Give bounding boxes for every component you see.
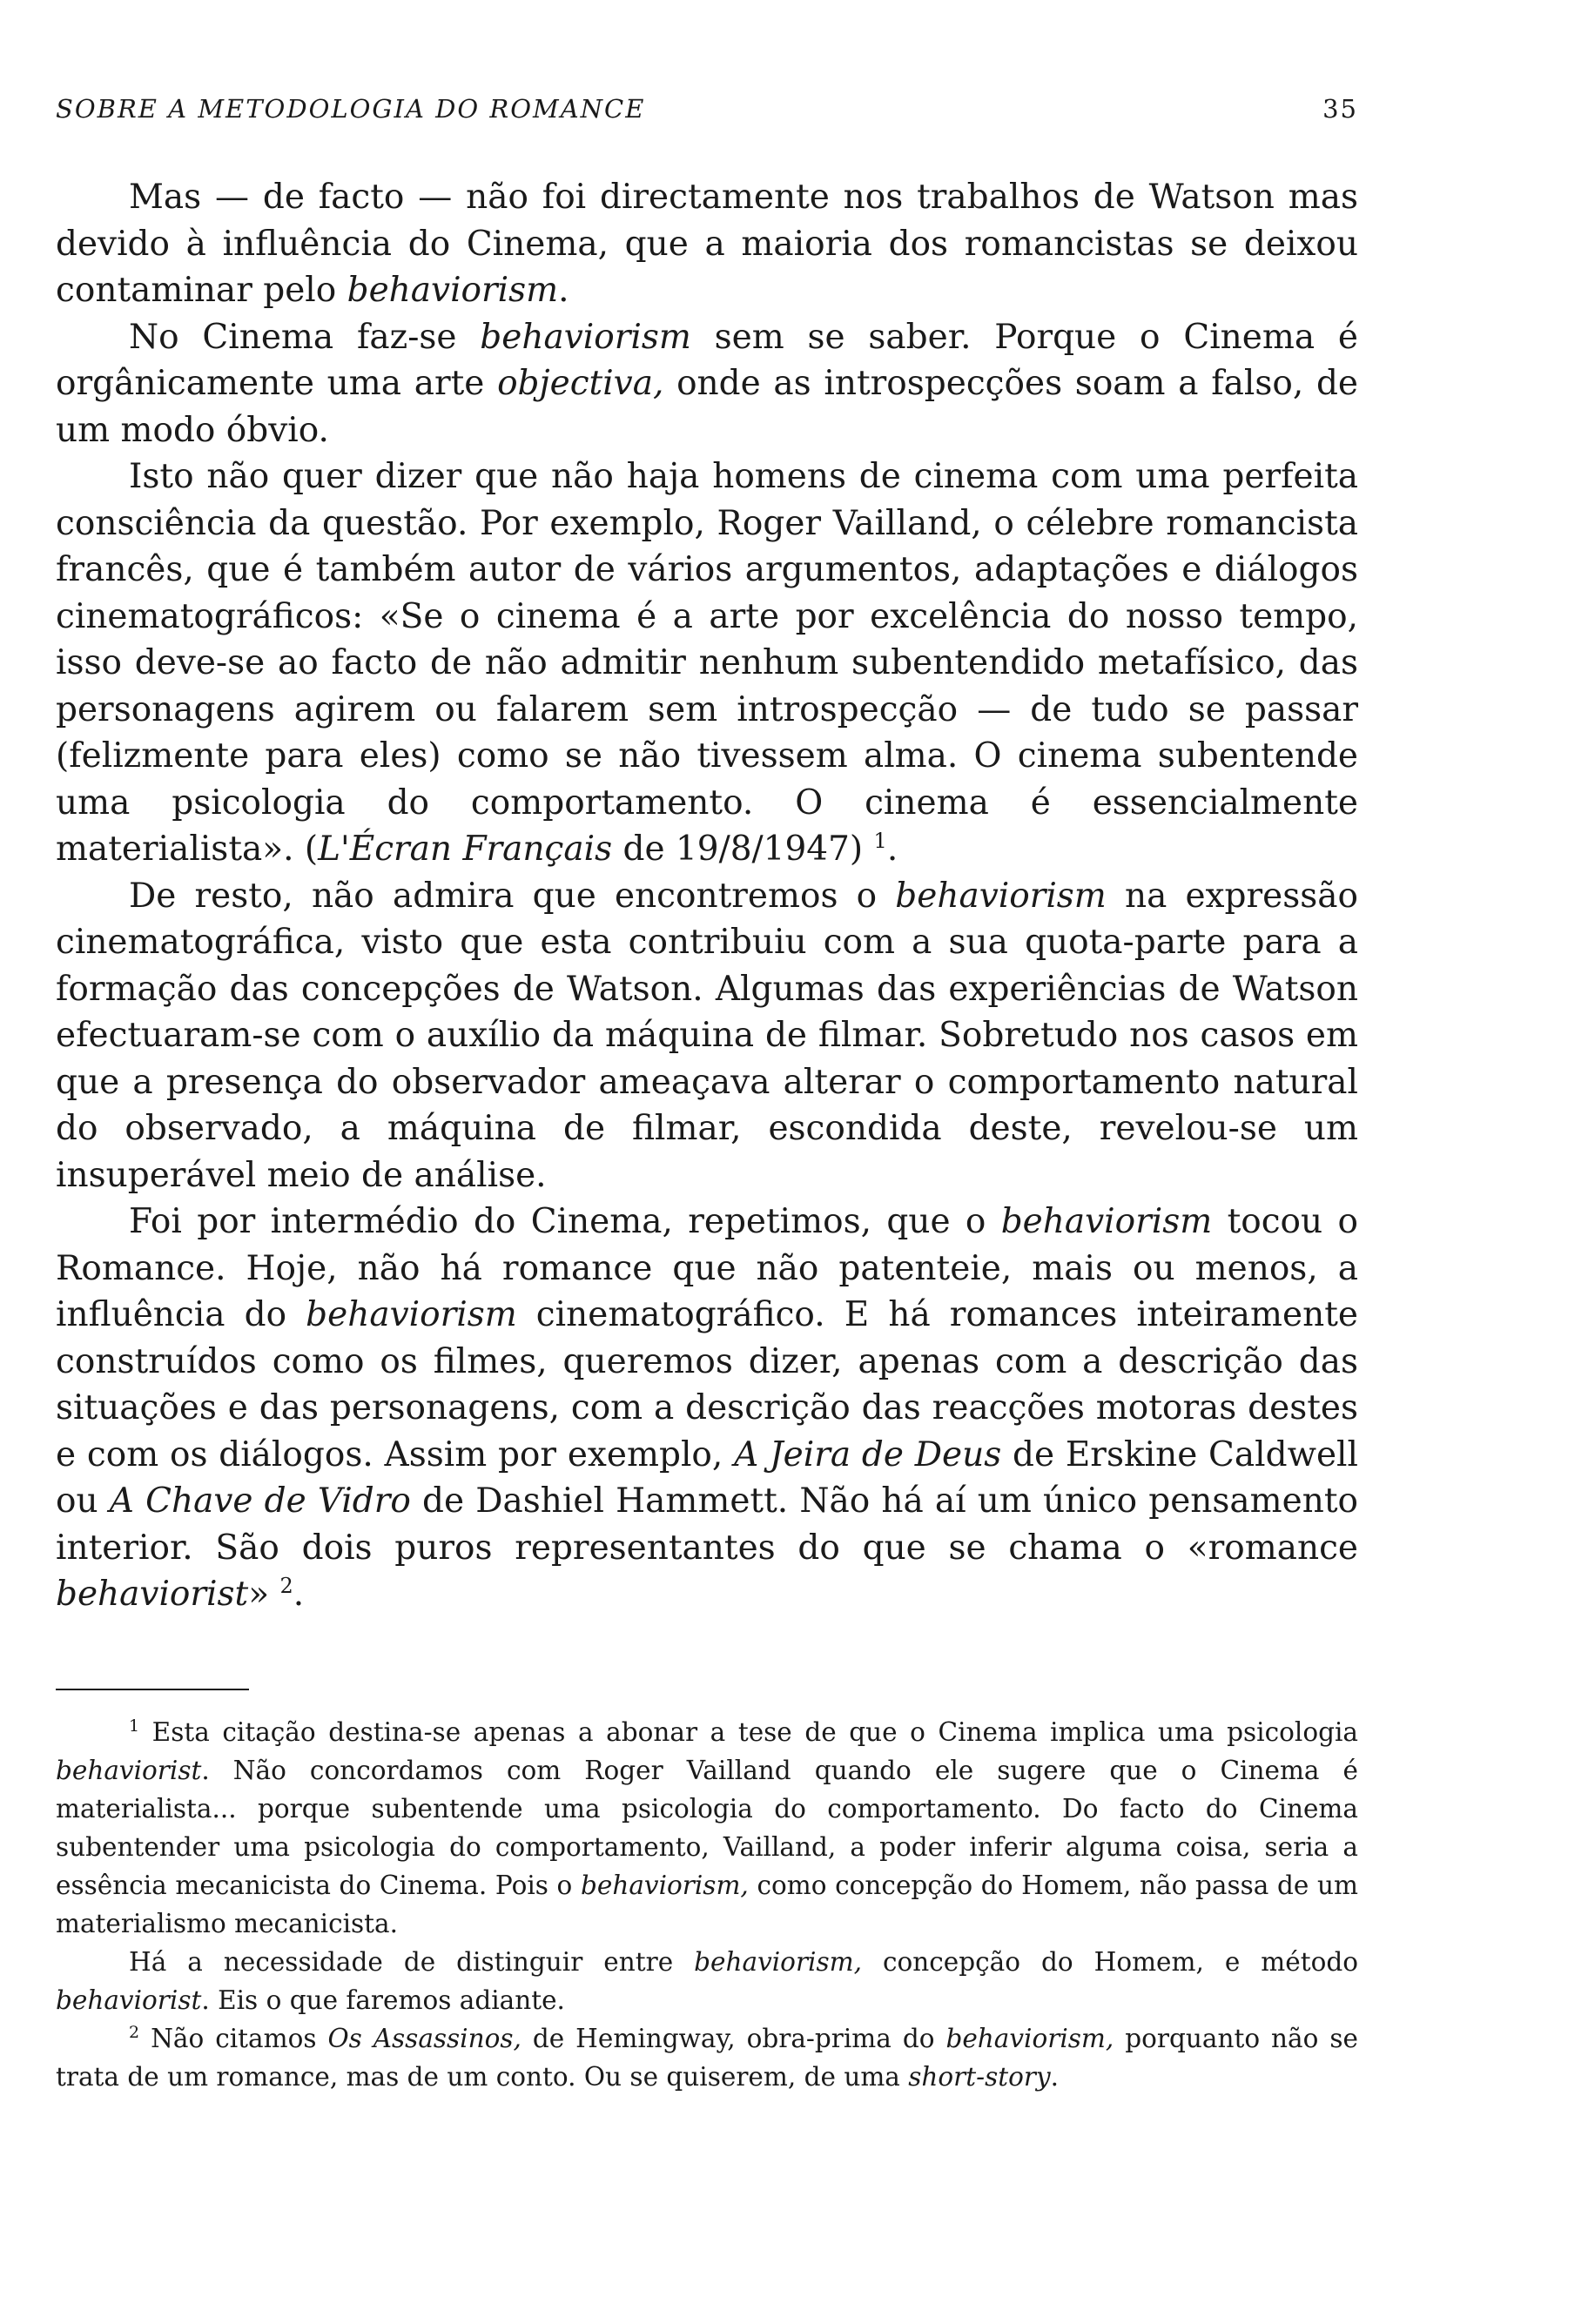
italic-title: A Jeira de Deus	[734, 1434, 1002, 1474]
running-header	[56, 94, 1358, 129]
italic-term: behaviorism	[306, 1295, 517, 1334]
paragraph-4	[56, 873, 1358, 1199]
italic-term: behaviorism,	[580, 1871, 749, 1900]
italic-term: behaviorism	[895, 876, 1107, 916]
paragraph-text: na expressão cinematográfica, visto que esta contribuiu com a sua quota-parte para a formação das concepções de Watson. Algumas das experiências de Watson efectuaram-se com o auxílio da máquina de filmar. Sobretudo nos casos em que a presença do observador ameaçava alterar o comportamento natural do observado, a máquina de filmar, escondida deste, revelou-se um insuperável meio de análise.	[56, 876, 1358, 1195]
paragraph-text: tocou o Romance. Hoje, não há romance que não patenteie, mais ou menos, a influência do	[56, 1202, 1358, 1334]
paragraph-text: .	[293, 1575, 305, 1614]
footnote-text: . Eis o que faremos adiante.	[201, 1985, 565, 2015]
footnote-text: Há a necessidade de distinguir entre	[129, 1947, 695, 1977]
italic-term: short-story	[908, 2062, 1051, 2092]
paragraph-text: Mas — de facto — não foi directamente nos trabalhos de Watson mas devido à influência do Cinema, que a maioria dos romancistas se deixou contaminar pelo	[56, 178, 1358, 310]
book-page	[56, 0, 1358, 2324]
italic-term: behaviorism	[1000, 1202, 1213, 1241]
footnote-text: .	[1050, 2062, 1060, 2092]
paragraph-text: Foi por intermédio do Cinema, repetimos, que o	[129, 1202, 1001, 1241]
paragraph-text: cinematográfico. E há romances inteiramente construídos como os filmes, queremos dizer, apenas com a descrição das situações e das personagens, com a descrição das reacções motoras destes e com os diálogos. Assim por exemplo,	[56, 1295, 1358, 1474]
paragraph-text: .	[558, 271, 569, 310]
italic-term: objectiva,	[497, 364, 664, 403]
footnote-1	[56, 1713, 1358, 1943]
footnote-reference[interactable]: 2	[279, 1574, 293, 1598]
running-title: SOBRE A METODOLOGIA DO ROMANCE	[56, 94, 646, 124]
italic-term: behaviorist	[56, 1985, 202, 2015]
paragraph-text: sem se saber. Porque o Cinema é orgânicamente uma arte	[56, 317, 1358, 403]
paragraph-2	[56, 314, 1358, 454]
paragraph-text: Isto não quer dizer que não haja homens de cinema com uma perfeita consciência da questão. Por exemplo, Roger Vailland, o célebre romancista francês, que é também autor de vários argumentos, adaptações e diálogos cinematográficos: «Se o cinema é a arte por excelência do nosso tempo, isso deve-se ao facto de não admitir nenhum subentendido metafísico, das personagens agirem ou falarem sem introspecção — de tudo se passar (felizmente para eles) como se não tivessem alma. O cinema subentende uma psicologia do comportamento. O cinema é essencialmente materialista». (	[56, 457, 1358, 869]
footnote-marker: 2	[129, 2023, 140, 2043]
paragraph-text: De resto, não admira que encontremos o	[129, 876, 896, 916]
footnote-text: . Não concordamos com Roger Vailland quando ele sugere que o Cinema é materialista... porque subentende uma psicologia do comportamento. Do facto do Cinema subentender uma psicologia do comportamento, Vailland, a poder inferir alguma coisa, seria a essência mecanicista do Cinema. Pois o	[56, 1756, 1358, 1900]
italic-title: Os Assassinos,	[327, 2024, 521, 2053]
paragraph-text: onde as introspecções soam a falso, de um modo óbvio.	[56, 364, 1358, 450]
footnote-marker: 1	[129, 1716, 140, 1736]
footnote-1-continued	[56, 1943, 1358, 2019]
paragraph-3	[56, 453, 1358, 873]
footnote-text: concepção do Homem, e método	[861, 1947, 1358, 1977]
italic-term: behaviorism	[480, 317, 691, 357]
footnote-2	[56, 2019, 1358, 2096]
footnote-text: de Hemingway, obra-prima do	[521, 2024, 946, 2053]
footnote-text: Não citamos	[139, 2024, 328, 2053]
italic-title: A Chave de Vidro	[109, 1481, 411, 1521]
page-number: 35	[1322, 94, 1358, 124]
paragraph-text: de Erskine Caldwell ou	[56, 1434, 1358, 1521]
paragraph-1	[56, 174, 1358, 314]
italic-term: behaviorism,	[945, 2024, 1114, 2053]
footnote-text: Esta citação destina-se apenas a abonar a tese de que o Cinema implica uma psicologia	[139, 1717, 1358, 1747]
footnote-text: porquanto não se trata de um romance, mas de um conto. Ou se quiserem, de uma	[56, 2024, 1358, 2092]
paragraph-text: de 19/8/1947)	[612, 830, 874, 869]
footnotes	[56, 1713, 1358, 2096]
paragraph-text: .	[886, 830, 898, 869]
paragraph-5	[56, 1199, 1358, 1618]
italic-term: behaviorism,	[694, 1947, 862, 1977]
paragraph-text: de Dashiel Hammett. Não há aí um único pensamento interior. São dois puros representantes do que se chama o «romance	[56, 1481, 1359, 1568]
italic-title: L'Écran Français	[318, 830, 613, 869]
italic-term: behaviorist	[56, 1756, 202, 1785]
italic-term: behaviorism	[347, 271, 559, 310]
footnote-reference[interactable]: 1	[873, 829, 887, 853]
footnote-divider	[56, 1689, 249, 1690]
italic-term: behaviorist	[56, 1575, 249, 1614]
body-text	[56, 174, 1358, 1618]
paragraph-text: »	[248, 1575, 280, 1614]
paragraph-text: No Cinema faz-se	[129, 317, 481, 357]
footnote-text: como concepção do Homem, não passa de um materialismo mecanicista.	[56, 1871, 1358, 1938]
